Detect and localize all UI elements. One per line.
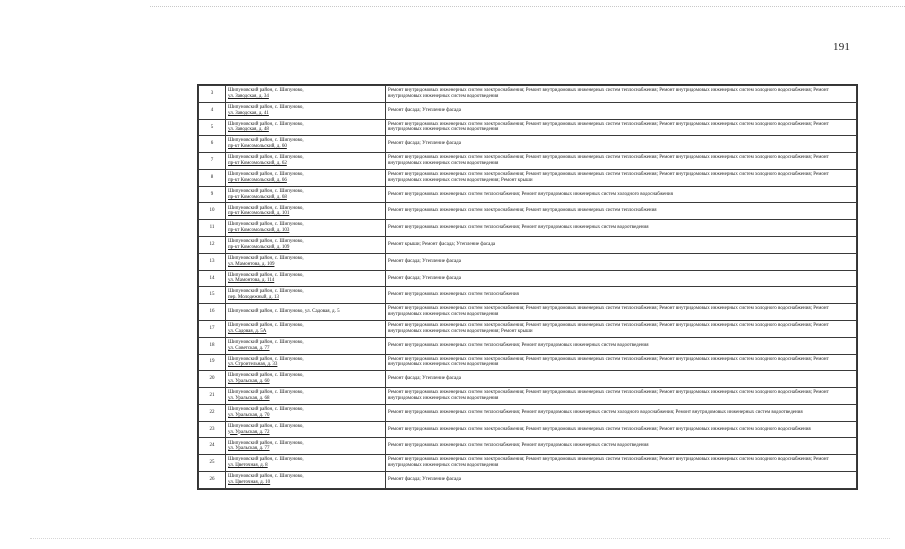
address-line-2: пр-кт Комсомольский, д. 62 xyxy=(228,161,287,167)
row-number: 3 xyxy=(199,86,226,103)
row-number: 18 xyxy=(199,337,226,354)
address-cell xyxy=(226,203,386,220)
works-cell: Ремонт фасада; Утепление фасада xyxy=(386,136,857,153)
address-line-2: ул. Уральская, д. 70 xyxy=(228,412,270,418)
address-line-1: Шипуновский район, с. Шипуново, xyxy=(228,474,304,480)
row-number: 8 xyxy=(199,169,226,186)
address-cell xyxy=(226,471,386,488)
address-cell xyxy=(226,136,386,153)
address-line-2: ул. Цветочная, д. 8 xyxy=(228,463,268,469)
works-cell: Ремонт фасада; Утепление фасада xyxy=(386,102,857,119)
works-cell: Ремонт фасада; Утепление фасада xyxy=(386,253,857,270)
table-row xyxy=(199,371,857,388)
table-row xyxy=(199,455,857,472)
address-cell xyxy=(226,404,386,421)
address-cell xyxy=(226,270,386,287)
address-line-2: ул. Заводская, д. 41 xyxy=(228,110,269,116)
table-row xyxy=(199,136,857,153)
top-scan-rule xyxy=(150,6,905,7)
works-cell: Ремонт внутридомовых инженерных систем теплоснабжения; Ремонт внутридомовых инженерных систем водоотведения xyxy=(386,337,857,354)
address-line-2: ул. Заводская, д. 48 xyxy=(228,127,269,133)
table-row xyxy=(199,388,857,405)
address-line-1: Шипуновский район, с. Шипуново, xyxy=(228,457,304,463)
table-row xyxy=(199,119,857,136)
address-line-1: Шипуновский район, с. Шипуново, xyxy=(228,323,304,329)
address-line-2: пр-кт Комсомольский, д. 60 xyxy=(228,144,287,150)
row-number: 23 xyxy=(199,421,226,438)
table-row xyxy=(199,304,857,321)
works-cell: Ремонт фасада; Утепление фасада xyxy=(386,270,857,287)
works-cell: Ремонт внутридомовых инженерных систем электроснабжения; Ремонт внутридомовых инженерных систем теплоснабжения; Ремонт внутридомовых инженерных систем холодного водоснабжения; Ремонт внутридомовых инженерных систем водоотведения; Ремонт крыши xyxy=(386,320,857,337)
row-number: 26 xyxy=(199,471,226,488)
address-line-1: Шипуновский район, с. Шипуново, xyxy=(228,88,304,94)
table-row xyxy=(199,169,857,186)
address-cell xyxy=(226,421,386,438)
works-cell: Ремонт внутридомовых инженерных систем электроснабжения; Ремонт внутридомовых инженерных систем теплоснабжения; Ремонт внутридомовых инженерных систем холодного водоснабжения; Ремонт внутридомовых инженерных систем водоотведения xyxy=(386,304,857,321)
address-cell xyxy=(226,320,386,337)
repairs-table-container xyxy=(197,84,858,490)
row-number: 15 xyxy=(199,287,226,304)
row-number: 16 xyxy=(199,304,226,321)
address-cell xyxy=(226,119,386,136)
works-cell: Ремонт внутридомовых инженерных систем электроснабжения; Ремонт внутридомовых инженерных систем теплоснабжения; Ремонт внутридомовых инженерных систем холодного водоснабжения; Ремонт внутридомовых инженерных систем водоотведения xyxy=(386,354,857,371)
works-cell: Ремонт внутридомовых инженерных систем электроснабжения; Ремонт внутридомовых инженерных систем теплоснабжения; Ремонт внутридомовых инженерных систем холодного водоснабжения; Ремонт внутридомовых инженерных систем водоотведения xyxy=(386,119,857,136)
address-line-1: Шипуновский район, с. Шипуново, xyxy=(228,121,304,127)
works-cell: Ремонт внутридомовых инженерных систем электроснабжения; Ремонт внутридомовых инженерных систем теплоснабжения; Ремонт внутридомовых инженерных систем холодного водоснабжения; Ремонт внутридомовых инженерных систем водоотведения; Ремонт крыши xyxy=(386,169,857,186)
address-line-1: Шипуновский район, с. Шипуново, xyxy=(228,155,304,161)
row-number: 4 xyxy=(199,102,226,119)
address-cell xyxy=(226,86,386,103)
address-line-2: ул. Советская, д. 77 xyxy=(228,345,270,351)
address-cell xyxy=(226,253,386,270)
address-cell xyxy=(226,287,386,304)
works-cell: Ремонт внутридомовых инженерных систем электроснабжения; Ремонт внутридомовых инженерных систем теплоснабжения xyxy=(386,203,857,220)
address-line-2: ул. Уральская, д. 72 xyxy=(228,429,270,435)
address-line-1: Шипуновский район, с. Шипуново, xyxy=(228,289,304,295)
row-number: 6 xyxy=(199,136,226,153)
works-cell: Ремонт внутридомовых инженерных систем электроснабжения; Ремонт внутридомовых инженерных систем теплоснабжения; Ремонт внутридомовых инженерных систем холодного водоснабжения; Ремонт внутридомовых инженерных систем водоотведения xyxy=(386,388,857,405)
row-number: 14 xyxy=(199,270,226,287)
address-line-1: Шипуновский район, с. Шипуново, xyxy=(228,188,304,194)
page-number: 191 xyxy=(833,41,851,53)
address-line-1: Шипуновский район, с. Шипуново, xyxy=(228,406,304,412)
address-line-2: пр-кт Комсомольский, д. 66 xyxy=(228,177,287,183)
address-line-1: Шипуновский район, с. Шипуново, xyxy=(228,239,304,245)
address-cell xyxy=(226,153,386,170)
row-number: 21 xyxy=(199,388,226,405)
address-line-1: Шипуновский район, с. Шипуново, xyxy=(228,373,304,379)
row-number: 20 xyxy=(199,371,226,388)
address-line-1: Шипуновский район, с. Шипуново, xyxy=(228,356,304,362)
table-row xyxy=(199,186,857,203)
table-row xyxy=(199,354,857,371)
row-number: 13 xyxy=(199,253,226,270)
table-row xyxy=(199,287,857,304)
address-line-2: пр-кт Комсомольский, д. 101 xyxy=(228,211,290,217)
address-line-2: ул. Мамонтова, д. 114 xyxy=(228,278,275,284)
address-line-1: Шипуновский район, с. Шипуново, xyxy=(228,138,304,144)
repairs-table xyxy=(198,85,857,489)
table-row xyxy=(199,421,857,438)
address-line-2: ул. Мамонтова, д. 109 xyxy=(228,261,275,267)
works-cell: Ремонт фасада; Утепление фасада xyxy=(386,471,857,488)
address-line-2: ул. Уральская, д. 60 xyxy=(228,379,270,385)
address-line-1: Шипуновский район, с. Шипуново, xyxy=(228,339,304,345)
table-row xyxy=(199,86,857,103)
address-line-2: ул. Уральская, д. 68 xyxy=(228,395,270,401)
address-cell xyxy=(226,169,386,186)
table-row xyxy=(199,438,857,455)
address-line-1: Шипуновский район, с. Шипуново, xyxy=(228,205,304,211)
table-row xyxy=(199,471,857,488)
works-cell: Ремонт внутридомовых инженерных систем электроснабжения; Ремонт внутридомовых инженерных систем теплоснабжения; Ремонт внутридомовых инженерных систем холодного водоснабжения; Ремонт внутридомовых инженерных систем водоотведения xyxy=(386,153,857,170)
table-row xyxy=(199,404,857,421)
table-row xyxy=(199,337,857,354)
address-line-2: ул. Садовая, д. 5А xyxy=(228,328,267,334)
row-number: 24 xyxy=(199,438,226,455)
row-number: 19 xyxy=(199,354,226,371)
address-line-1: Шипуновский район, с. Шипуново, ул. Садовая, д. 5 xyxy=(228,309,340,315)
address-cell xyxy=(226,337,386,354)
table-row xyxy=(199,153,857,170)
address-line-1: Шипуновский район, с. Шипуново, xyxy=(228,390,304,396)
row-number: 10 xyxy=(199,203,226,220)
address-line-2: ул. Цветочная, д. 10 xyxy=(228,479,271,485)
address-line-1: Шипуновский район, с. Шипуново, xyxy=(228,272,304,278)
address-line-2: ул. Заводская, д. 34 xyxy=(228,93,269,99)
address-line-1: Шипуновский район, с. Шипуново, xyxy=(228,222,304,228)
address-cell xyxy=(226,371,386,388)
works-cell: Ремонт внутридомовых инженерных систем электроснабжения; Ремонт внутридомовых инженерных систем теплоснабжения; Ремонт внутридомовых инженерных систем холодного водоснабжения; Ремонт внутридомовых инженерных систем водоотведения xyxy=(386,86,857,103)
works-cell: Ремонт внутридомовых инженерных систем теплоснабжения; Ремонт внутридомовых инженерных систем водоотведения xyxy=(386,438,857,455)
address-line-2: ул. Уральская, д. 77 xyxy=(228,446,270,452)
address-line-2: пер. Молодежный, д. 13 xyxy=(228,295,279,301)
works-cell: Ремонт внутридомовых инженерных систем теплоснабжения xyxy=(386,287,857,304)
table-row xyxy=(199,270,857,287)
address-line-2: пр-кт Комсомольский, д. 109 xyxy=(228,244,290,250)
works-cell: Ремонт внутридомовых инженерных систем теплоснабжения; Ремонт внутридомовых инженерных систем холодного водоснабжения; Ремонт внутридомовых инженерных систем водоотведения xyxy=(386,404,857,421)
row-number: 22 xyxy=(199,404,226,421)
table-row xyxy=(199,253,857,270)
address-line-1: Шипуновский район, с. Шипуново, xyxy=(228,423,304,429)
address-cell xyxy=(226,455,386,472)
address-cell xyxy=(226,102,386,119)
address-cell xyxy=(226,438,386,455)
table-row xyxy=(199,102,857,119)
address-line-2: ул. Строительная, д. 33 xyxy=(228,362,278,368)
works-cell: Ремонт фасада; Утепление фасада xyxy=(386,371,857,388)
row-number: 7 xyxy=(199,153,226,170)
address-cell xyxy=(226,186,386,203)
address-cell xyxy=(226,220,386,237)
table-row xyxy=(199,237,857,254)
address-cell xyxy=(226,304,386,321)
address-cell xyxy=(226,237,386,254)
row-number: 25 xyxy=(199,455,226,472)
table-row xyxy=(199,320,857,337)
address-line-1: Шипуновский район, с. Шипуново, xyxy=(228,172,304,177)
row-number: 9 xyxy=(199,186,226,203)
row-number: 5 xyxy=(199,119,226,136)
row-number: 11 xyxy=(199,220,226,237)
row-number: 17 xyxy=(199,320,226,337)
works-cell: Ремонт внутридомовых инженерных систем электроснабжения; Ремонт внутридомовых инженерных систем теплоснабжения; Ремонт внутридомовых инженерных систем холодного водоснабжения xyxy=(386,421,857,438)
address-cell xyxy=(226,388,386,405)
address-line-2: пр-кт Комсомольский, д. 103 xyxy=(228,228,290,234)
works-cell: Ремонт крыши; Ремонт фасада; Утепление фасада xyxy=(386,237,857,254)
row-number: 12 xyxy=(199,237,226,254)
address-line-1: Шипуновский район, с. Шипуново, xyxy=(228,255,304,261)
table-row xyxy=(199,203,857,220)
address-line-1: Шипуновский район, с. Шипуново, xyxy=(228,440,304,446)
bottom-scan-rule xyxy=(30,538,890,539)
address-cell xyxy=(226,354,386,371)
table-row xyxy=(199,220,857,237)
works-cell: Ремонт внутридомовых инженерных систем электроснабжения; Ремонт внутридомовых инженерных систем теплоснабжения; Ремонт внутридомовых инженерных систем холодного водоснабжения; Ремонт внутридомовых инженерных систем водоотведения xyxy=(386,455,857,472)
repairs-table-body xyxy=(199,86,857,489)
works-cell: Ремонт внутридомовых инженерных систем теплоснабжения; Ремонт внутридомовых инженерных систем холодного водоснабжения xyxy=(386,186,857,203)
works-cell: Ремонт внутридомовых инженерных систем теплоснабжения; Ремонт внутридомовых инженерных систем водоотведения xyxy=(386,220,857,237)
address-line-2: пр-кт Комсомольский, д. 68 xyxy=(228,194,287,200)
address-line-1: Шипуновский район, с. Шипуново, xyxy=(228,104,304,110)
